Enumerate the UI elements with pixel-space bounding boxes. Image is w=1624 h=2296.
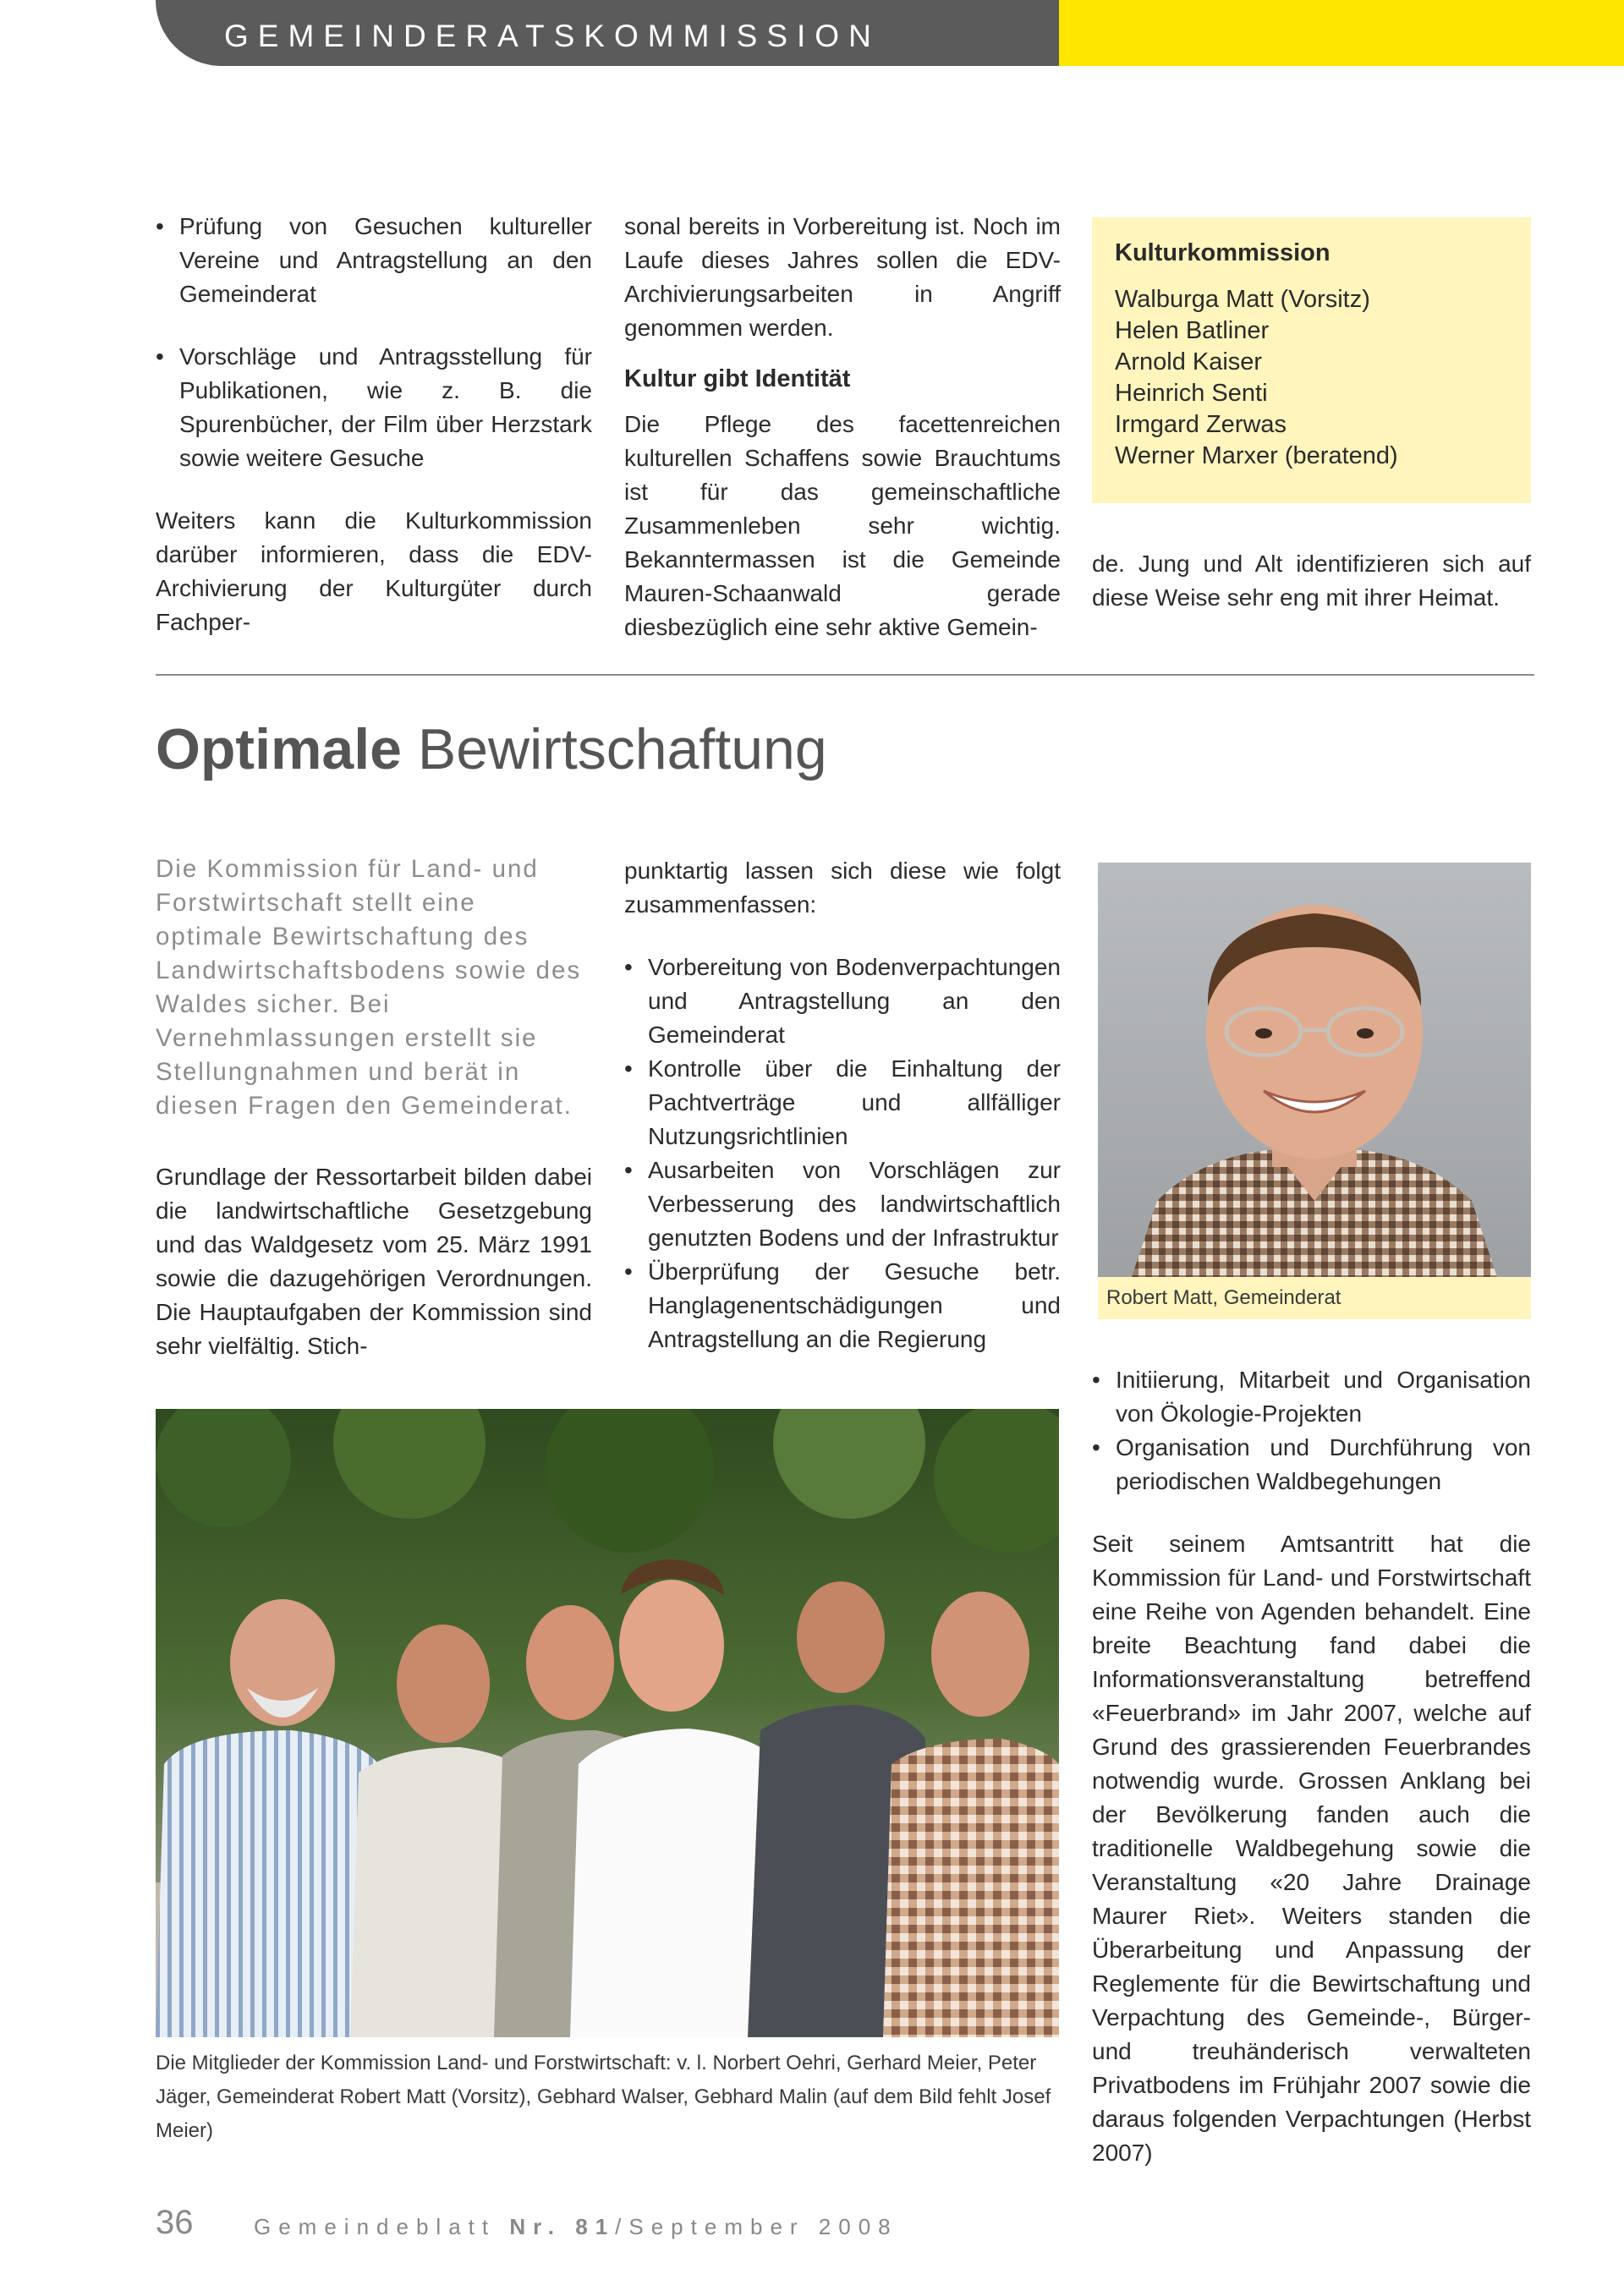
publication-info <box>254 2216 898 2238</box>
section-title-bold: Optimale <box>156 717 402 781</box>
paragraph: punktartig lassen sich diese wie folgt zusammenfassen: <box>624 858 1061 918</box>
list-item: • Initiierung, Mitarbeit und Organisation von Ökologie-Projekten <box>1092 1363 1531 1431</box>
group-photo <box>156 1409 1059 2037</box>
bewirtschaftung-column-3 <box>1092 1363 1531 2170</box>
section-title-rest: Bewirtschaftung <box>401 717 827 781</box>
list-item: Arnold Kaiser <box>1115 348 1263 375</box>
section-divider <box>156 674 1534 676</box>
publication-name: Gemeindeblatt <box>254 2214 510 2239</box>
bewirtschaftung-column-1 <box>156 1160 592 1363</box>
box-title: Kulturkommission <box>1115 239 1330 266</box>
paragraph: Seit seinem Amtsantritt hat die Kommission für Land- und Forstwirtschaft eine Reihe von Agenden behandelt. Eine breite Beachtung fand dabei die Informationsveranstaltung betreffend «Feuerbrand» im Jahr 2007, welche auf Grund des grassierenden Feuerbrandes notwendig wurde. Grossen Anklang bei der Bevölkerung fanden auch die traditionelle Waldbegehung sowie die Veranstaltung «20 Jahre Drainage Maurer Riet». Weiters standen die Überarbeitung und Anpassung der Reglemente für die Bewirtschaftung und Verpachtung des Gemeinde-, Bürger- und treuhänderisch verwalteten Privatbodens im Frühjahr 2007 sowie die daraus folgenden Verpachtungen (Herbst 2007) <box>1092 1531 1531 2166</box>
list-item: Werner Marxer (beratend) <box>1115 442 1398 469</box>
member-list <box>1115 284 1398 472</box>
list-item: • Vorschläge und Antragsstellung für Publikationen, wie z. B. die Spurenbücher, der Film über Herzstark sowie weitere Gesuche <box>156 340 592 475</box>
kultur-column-1 <box>156 210 592 639</box>
list-item: • Prüfung von Gesuchen kultureller Vereine und Antragstellung an den Gemeinderat <box>156 210 592 311</box>
list-item: • Vorbereitung von Bodenverpachtungen und Antragstellung an den Gemeinderat <box>624 951 1061 1052</box>
list-item: • Ausarbeiten von Vorschlägen zur Verbesserung des landwirtschaftlich genutzten Bodens und der Infrastruktur <box>624 1153 1061 1255</box>
page-number: 36 <box>156 2204 194 2241</box>
kultur-column-2 <box>624 210 1061 644</box>
list-item: • Kontrolle über die Einhaltung der Pachtverträge und allfälliger Nutzungsrichtlinien <box>624 1052 1061 1153</box>
paragraph: Grundlage der Ressortarbeit bilden dabei die landwirtschaftliche Gesetzgebung und das Waldgesetz vom 25. März 1991 sowie die dazugehörigen Verordnungen. Die Hauptaufgaben der Kommission sind sehr vielfältig. Stich- <box>156 1164 592 1359</box>
section-label: GEMEINDERATSKOMMISSION <box>224 19 881 53</box>
lead-text: Die Kommission für Land- und Forstwirtschaft stellt eine optimale Bewirtschaftung des Landwirtschaftsbodens sowie des Waldes sicher. Bei Vernehmlassungen erstellt sie Stellungnahmen und berät in diesen Fragen den Gemeinderat. <box>156 855 582 1120</box>
group-photo-caption: Die Mitglieder der Kommission Land- und Forstwirtschaft: v. l. Norbert Oehri, Gerhard Meier, Peter Jäger, Gemeinderat Robert Matt (Vorsitz), Gebhard Walser, Gebhard Malin (auf dem Bild fehlt Josef Meier) <box>156 2052 1051 2142</box>
list-item: Walburga Matt (Vorsitz) <box>1115 286 1370 313</box>
paragraph: sonal bereits in Vorbereitung ist. Noch im Laufe dieses Jahres sollen die EDV-Archivierungsarbeiten in Angriff genommen werden. <box>624 213 1061 341</box>
list-item: Heinrich Senti <box>1115 380 1268 407</box>
portrait-photo <box>1098 863 1531 1277</box>
bewirtschaftung-column-2 <box>624 854 1061 1356</box>
list-item: Irmgard Zerwas <box>1115 411 1287 438</box>
paragraph: de. Jung und Alt identifizieren sich auf diese Weise sehr eng mit ihrer Heimat. <box>1092 551 1531 611</box>
list-item: • Organisation und Durchführung von periodischen Waldbegehungen <box>1092 1431 1531 1499</box>
list-item: • Überprüfung der Gesuche betr. Hanglagenentschädigungen und Antragstellung an die Regierung <box>624 1255 1061 1356</box>
subheading: Kultur gibt Identität <box>624 365 851 392</box>
paragraph: Weiters kann die Kulturkommission darüber informieren, dass die EDV-Archivierung der Kulturgüter durch Fachper- <box>156 507 592 635</box>
section-title <box>156 717 827 781</box>
issue-date: /September 2008 <box>615 2214 898 2239</box>
kultur-column-3 <box>1092 547 1531 615</box>
header-accent-bar <box>1059 0 1624 66</box>
portrait-caption: Robert Matt, Gemeinderat <box>1106 1286 1341 1309</box>
issue-number: Nr. 81 <box>509 2214 616 2239</box>
paragraph: Die Pflege des facettenreichen kulturellen Schaffens sowie Brauchtums ist für das gemeinschaftliche Zusammenleben sehr wichtig. Bekanntermassen ist die Gemeinde Mauren-Schaanwald gerade diesbezüglich eine sehr aktive Gemein- <box>624 411 1061 640</box>
list-item: Helen Batliner <box>1115 317 1270 344</box>
